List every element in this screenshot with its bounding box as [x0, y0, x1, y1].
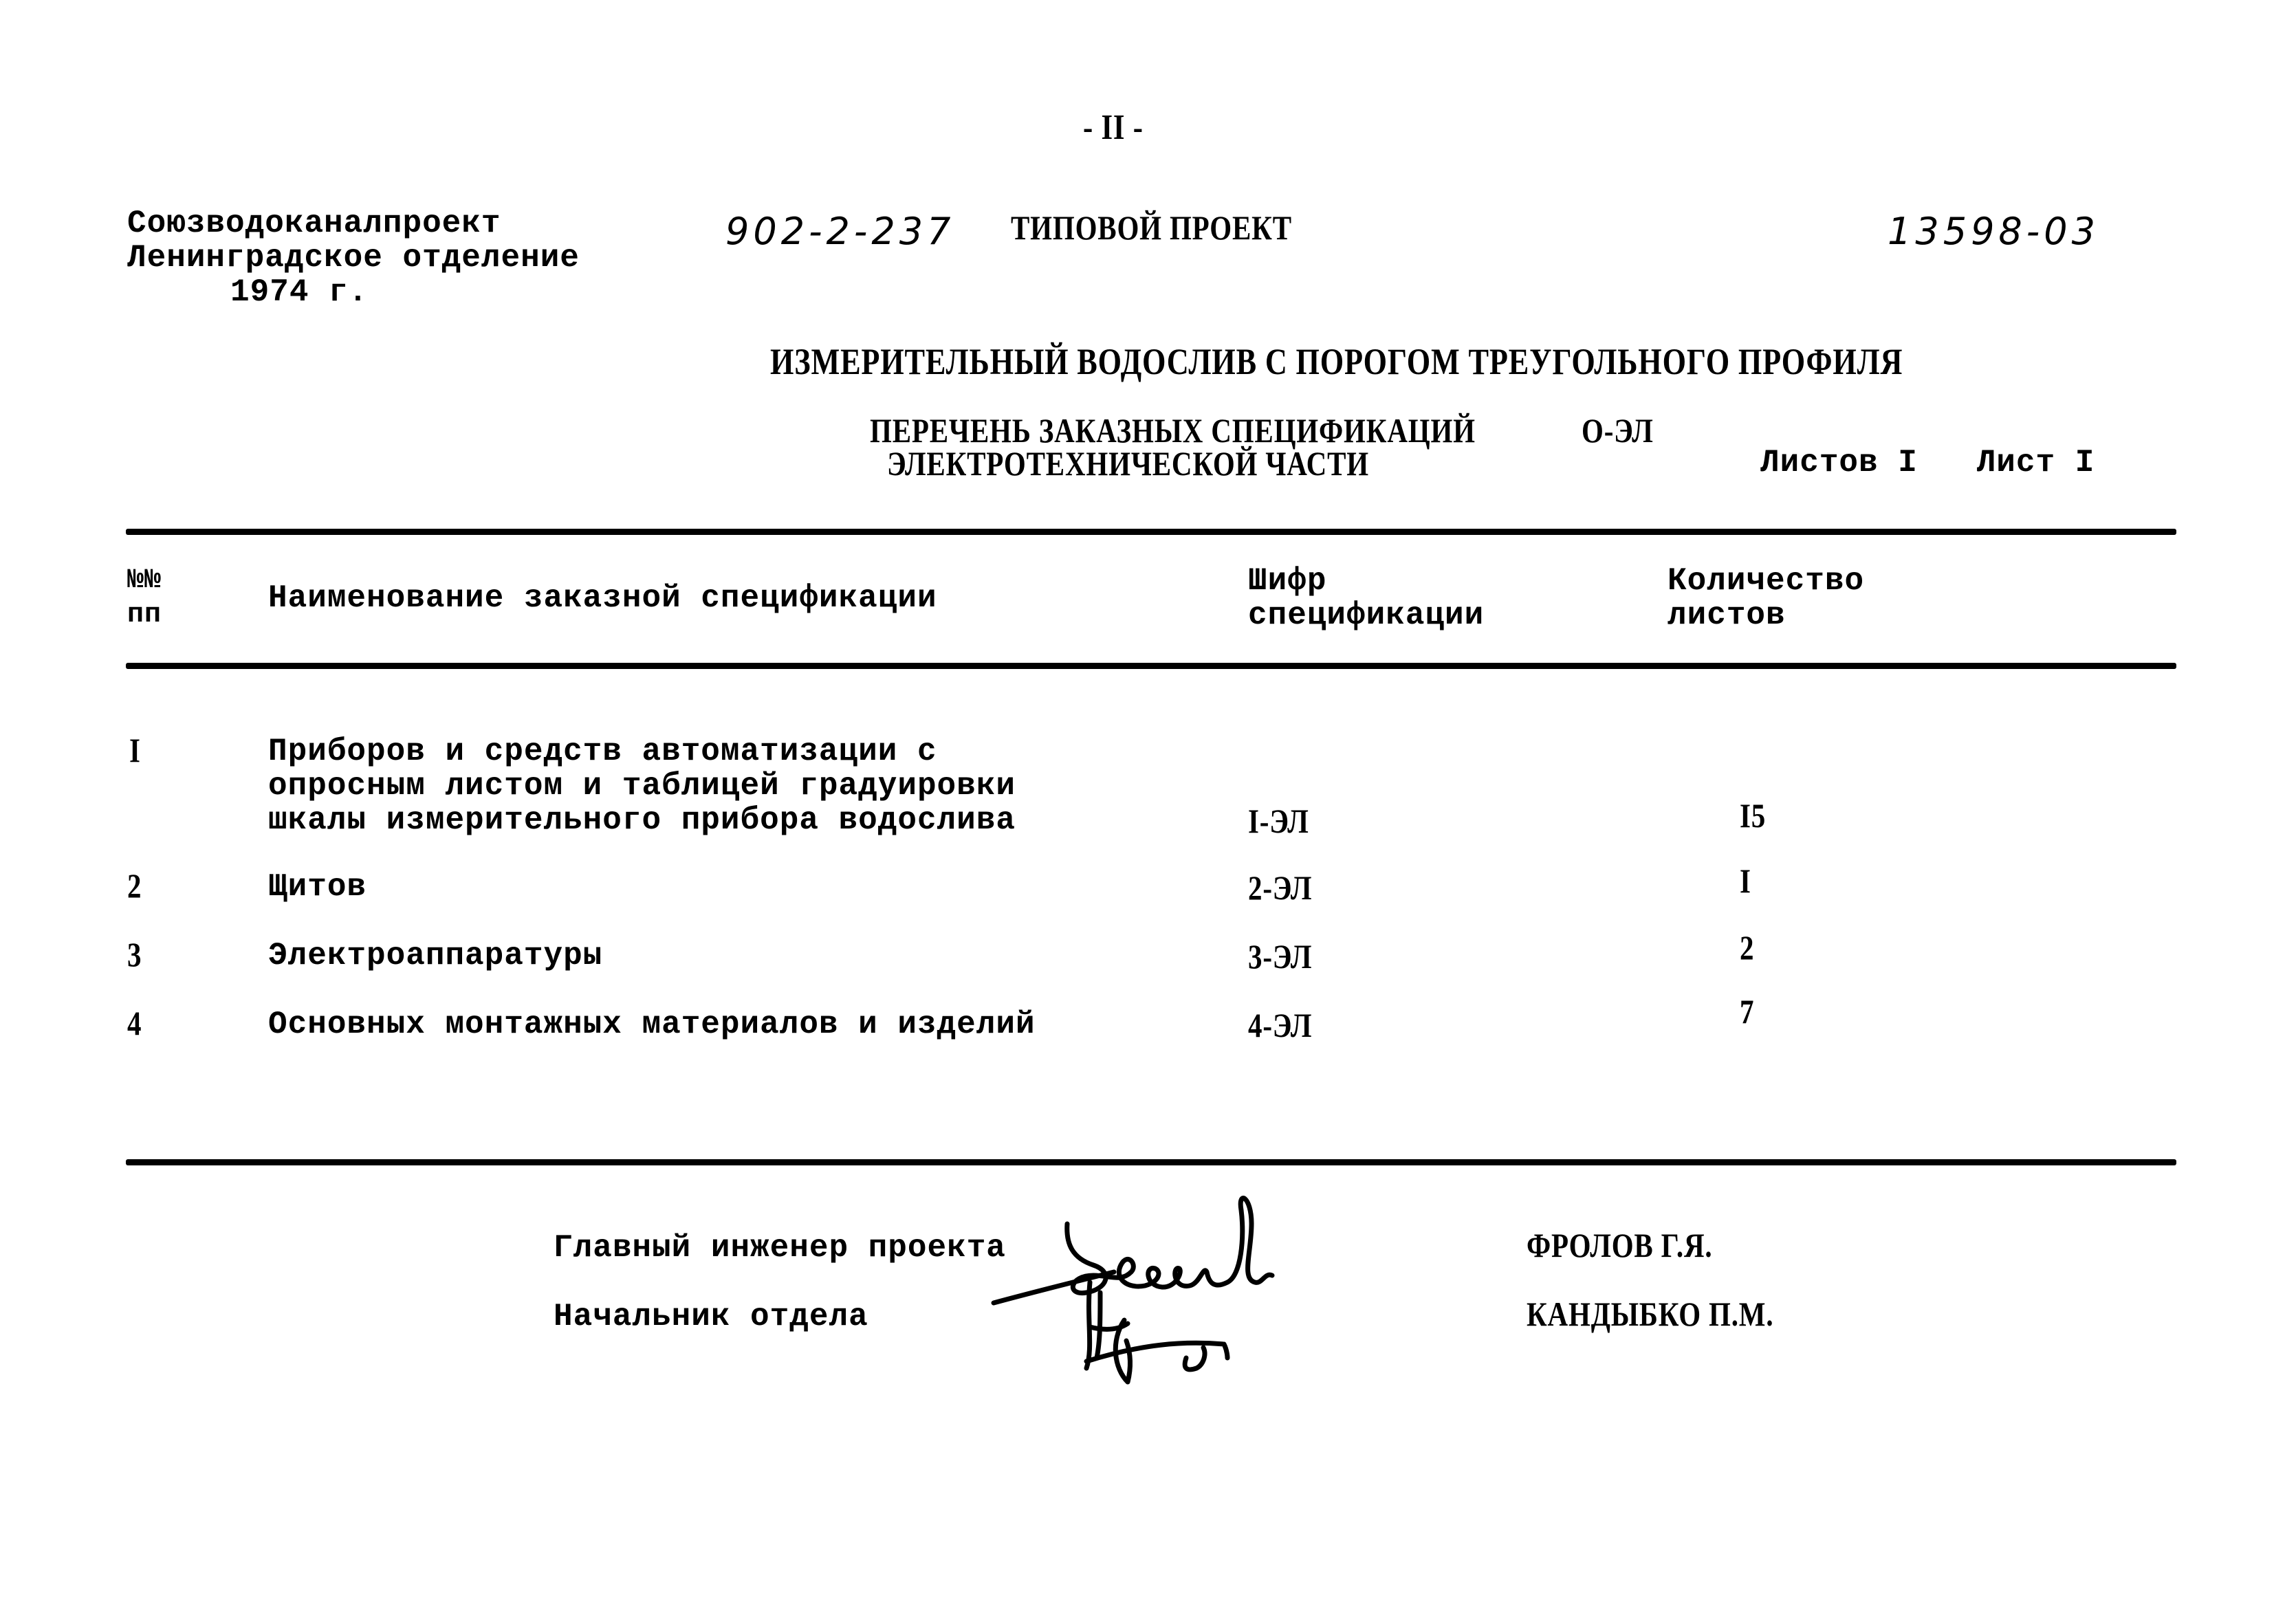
row-num: I [129, 731, 141, 769]
column-header-code: Шифр спецификации [1248, 563, 1485, 633]
handwritten-signature-icon [990, 1162, 1444, 1389]
project-type: ТИПОВОЙ ПРОЕКТ [1011, 208, 1292, 247]
row-count: I [1740, 862, 1751, 900]
row-name: Приборов и средств автоматизации с опросным листом и таблицей градуировки шкалы измерительного прибора водослива [268, 734, 1016, 838]
sheets-total-label: Листов [1760, 445, 1879, 481]
column-header-count: Количество листов [1668, 563, 1865, 633]
row-code: I-ЭЛ [1248, 802, 1309, 840]
row-count: 2 [1740, 928, 1755, 967]
row-code: 3-ЭЛ [1248, 937, 1313, 976]
sheet-number: I [2075, 445, 2095, 481]
row-name: Основных монтажных материалов и изделий [268, 1007, 1036, 1042]
project-code: 902-2-237 [725, 210, 955, 253]
organization-block [127, 206, 580, 309]
subtitle-line-2: ЭЛЕКТРОТЕХНИЧЕСКОЙ ЧАСТИ [887, 444, 1369, 483]
row-num: 3 [127, 935, 142, 974]
row-count: 7 [1740, 992, 1755, 1031]
row-num: 4 [127, 1004, 142, 1042]
document-title: ИЗМЕРИТЕЛЬНЫЙ ВОДОСЛИВ С ПОРОГОМ ТРЕУГОЛЬНОГО ПРОФИЛЯ [770, 341, 1903, 382]
signature-name-chief-engineer: ФРОЛОВ Г.Я. [1527, 1226, 1713, 1264]
table-header-rule [126, 663, 2176, 669]
signature-role-department-head: Начальник отдела [554, 1299, 868, 1335]
row-code: 4-ЭЛ [1248, 1006, 1313, 1044]
sheet-info [1760, 446, 2095, 480]
row-code: 2-ЭЛ [1248, 868, 1313, 907]
column-header-num: №№ пп [127, 565, 162, 630]
organization-branch: Ленинградское отделение [127, 240, 580, 276]
signature-name-department-head: КАНДЫБКО П.М. [1527, 1295, 1774, 1333]
signature-role-chief-engineer: Главный инженер проекта [554, 1230, 1006, 1266]
subtitle-code: О-ЭЛ [1582, 411, 1654, 450]
sheets-total: I [1898, 445, 1918, 481]
inventory-number: 13598-03 [1888, 210, 2099, 253]
table-top-rule [126, 529, 2176, 535]
page-number: - II - [1083, 108, 1144, 147]
row-name: Электроаппаратуры [268, 938, 603, 974]
subtitle-line-1: ПЕРЕЧЕНЬ ЗАКАЗНЫХ СПЕЦИФИКАЦИЙ [870, 411, 1476, 450]
row-name: Щитов [268, 869, 367, 905]
column-header-name: Наименование заказной спецификации [268, 580, 937, 616]
row-num: 2 [127, 866, 142, 905]
organization-name: Союзводоканалпроект [127, 206, 501, 241]
organization-year: 1974 г. [230, 274, 369, 310]
row-count: I5 [1740, 796, 1767, 835]
sheet-label: Лист [1976, 445, 2056, 481]
